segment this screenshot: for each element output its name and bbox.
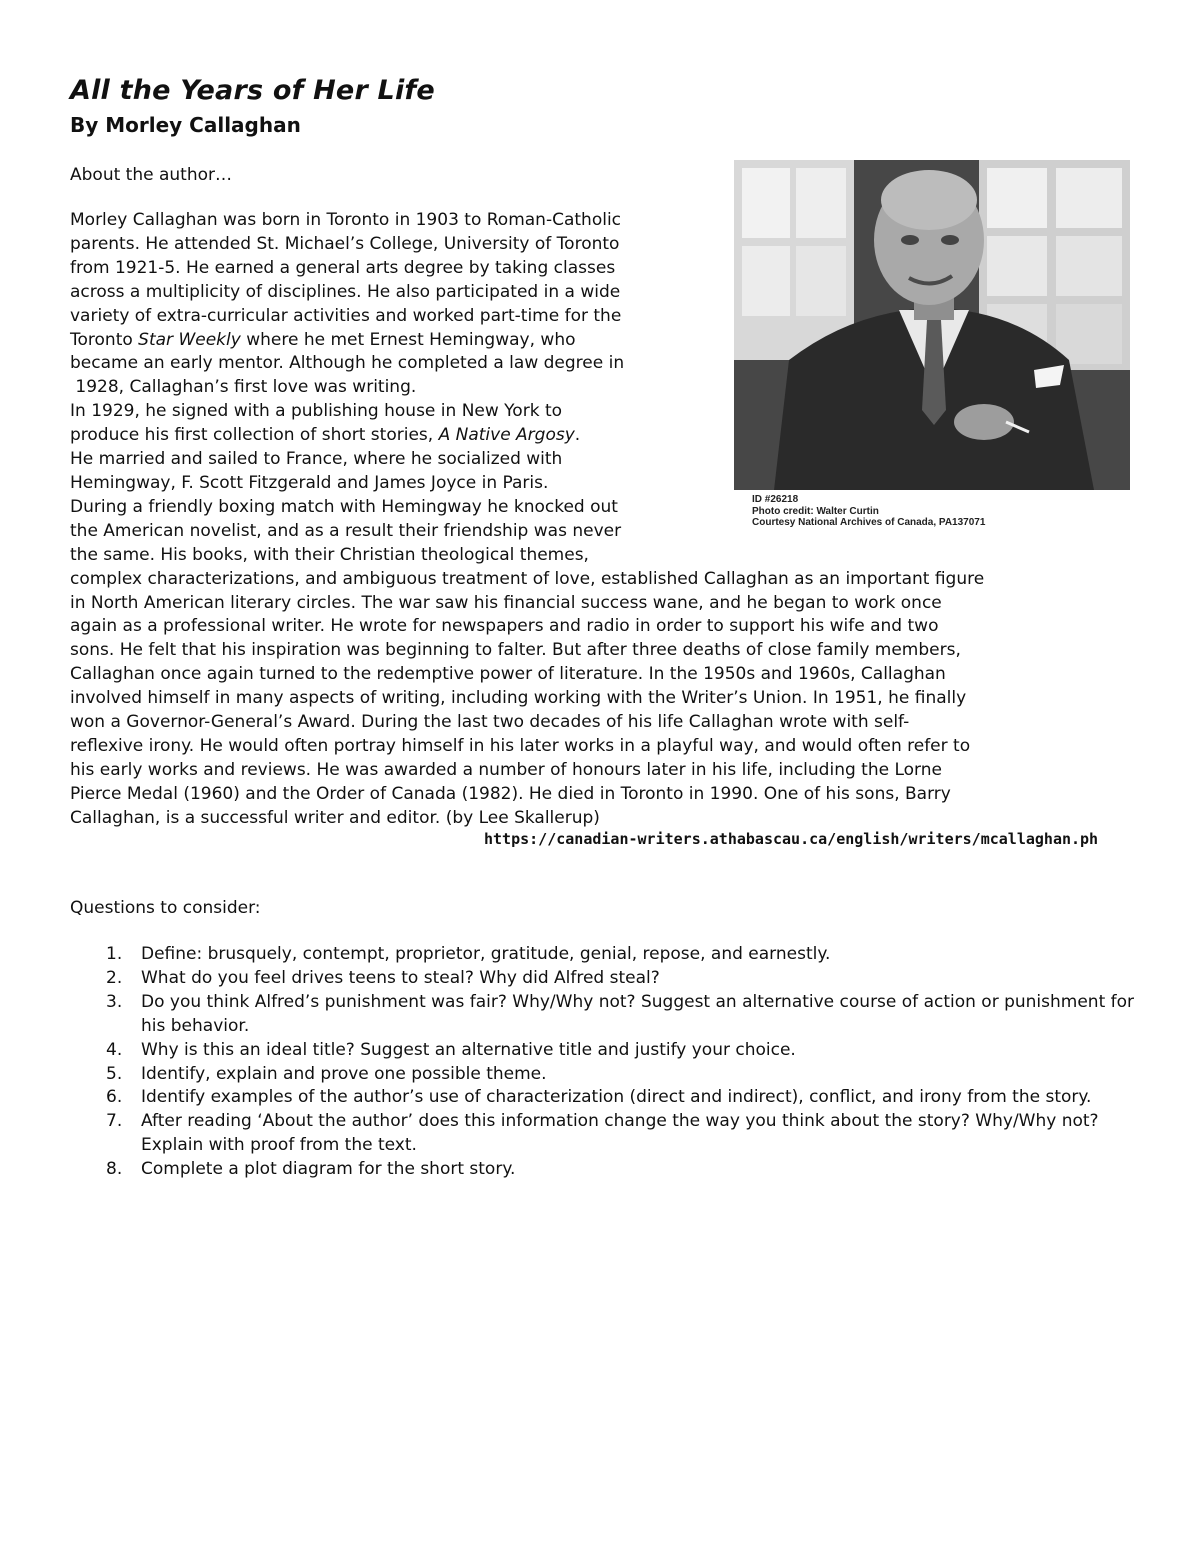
author-biography (70, 209, 1140, 831)
question-text: What do you feel drives teens to steal? Why did Alfred steal? (141, 967, 660, 988)
caption-line: ID #26218 (752, 494, 799, 505)
question-text: Identify examples of the author’s use of characterization (direct and indirect), conflict, and irony from the story. (141, 1087, 1092, 1108)
bio-text: Toronto (70, 329, 139, 350)
bio-line: won a Governor-General’s Award. During the last two decades of his life Callaghan wrote with self- (70, 712, 910, 733)
question-number: 8. (106, 1159, 123, 1180)
bio-line-star-weekly (70, 329, 1140, 353)
bio-line: from 1921-5. He earned a general arts degree by taking classes (70, 257, 616, 278)
bio-line: reflexive irony. He would often portray himself in his later works in a playful way, and would often refer to (70, 735, 971, 756)
bio-line-native-argosy (70, 424, 1140, 448)
caption-line: Courtesy National Archives of Canada, PA137071 (752, 517, 986, 528)
question-item (70, 1086, 1140, 1110)
bio-line: Pierce Medal (1960) and the Order of Canada (1982). He died in Toronto in 1990. One of his sons, Barry (70, 783, 951, 804)
bio-line: parents. He attended St. Michael’s College, University of Toronto (70, 233, 620, 254)
author-byline: By Morley Callaghan (70, 113, 301, 137)
bio-line: Morley Callaghan was born in Toronto in 1903 to Roman-Catholic (70, 210, 622, 230)
question-text: Identify, explain and prove one possible theme. (141, 1063, 547, 1084)
question-number: 7. (106, 1111, 123, 1132)
bio-line: sons. He felt that his inspiration was beginning to falter. But after three deaths of close family members, (70, 640, 961, 661)
question-text: Complete a plot diagram for the short story. (141, 1159, 516, 1180)
bio-line: variety of extra-curricular activities and worked part-time for the (70, 305, 622, 326)
bio-line: became an early mentor. Although he completed a law degree in (70, 353, 625, 374)
bio-line: across a multiplicity of disciplines. He also participated in a wide (70, 281, 621, 302)
bio-line: again as a professional writer. He wrote for newspapers and radio in order to support his wife and two (70, 616, 939, 637)
question-item (70, 1158, 1140, 1182)
bio-line: involved himself in many aspects of writing, including working with the Writer’s Union. In 1951, he finally (70, 688, 967, 709)
question-number: 1. (106, 944, 123, 964)
bio-text: where he met Ernest Hemingway, who (240, 329, 576, 350)
question-number: 6. (106, 1087, 123, 1108)
bio-line: 1928, Callaghan’s first love was writing. (70, 377, 417, 398)
bio-line: the same. His books, with their Christian theological themes, (70, 544, 589, 565)
question-text: Define: brusquely, contempt, proprietor, gratitude, genial, repose, and earnestly. (141, 944, 831, 964)
question-text: Do you think Alfred’s punishment was fair? Why/Why not? Suggest an alternative course of action or punishment for his behavior. (141, 991, 1135, 1036)
question-item (70, 967, 1140, 991)
questions-list (70, 943, 1140, 1182)
bio-line: the American novelist, and as a result their friendship was never (70, 520, 622, 541)
question-number: 5. (106, 1063, 123, 1084)
publication-title: Star Weekly (138, 329, 241, 350)
bio-line: During a friendly boxing match with Hemingway he knocked out (70, 496, 618, 517)
bio-line: Hemingway, F. Scott Fitzgerald and James Joyce in Paris. (70, 472, 549, 493)
bio-line: in North American literary circles. The war saw his financial success wane, and he began to work once (70, 592, 942, 613)
questions-heading: Questions to consider: (70, 898, 261, 918)
source-url: https://canadian-writers.athabascau.ca/english/writers/mcallaghan.ph (484, 830, 1099, 848)
bio-line: Callaghan, is a successful writer and editor. (by Lee Skallerup) (70, 807, 600, 828)
caption-line: Photo credit: Walter Curtin (752, 505, 879, 517)
question-number: 4. (106, 1039, 123, 1060)
book-title: A Native Argosy (438, 425, 575, 446)
bio-text: . (574, 425, 581, 446)
question-item (70, 1063, 1140, 1087)
bio-line: In 1929, he signed with a publishing house in New York to (70, 401, 563, 422)
question-item (70, 1039, 1140, 1063)
question-number: 2. (106, 967, 123, 988)
about-heading: About the author… (70, 165, 232, 185)
question-item (70, 991, 1140, 1039)
question-text: After reading ‘About the author’ does this information change the way you think about the story? Why/Why not? Explain with proof from the text. (141, 1111, 1099, 1156)
question-text: Why is this an ideal title? Suggest an alternative title and justify your choice. (141, 1039, 796, 1060)
question-item (70, 1110, 1140, 1158)
bio-text: produce his first collection of short stories, (70, 425, 439, 446)
bio-line: complex characterizations, and ambiguous treatment of love, established Callaghan as an important figure (70, 568, 985, 589)
bio-line: Callaghan once again turned to the redemptive power of literature. In the 1950s and 1960s, Callaghan (70, 664, 946, 685)
document-title: All the Years of Her Life (70, 75, 435, 106)
question-item (70, 943, 1140, 967)
bio-line: He married and sailed to France, where he socialized with (70, 449, 563, 470)
question-number: 3. (106, 991, 123, 1012)
bio-line: his early works and reviews. He was awarded a number of honours later in his life, including the Lorne (70, 759, 942, 780)
